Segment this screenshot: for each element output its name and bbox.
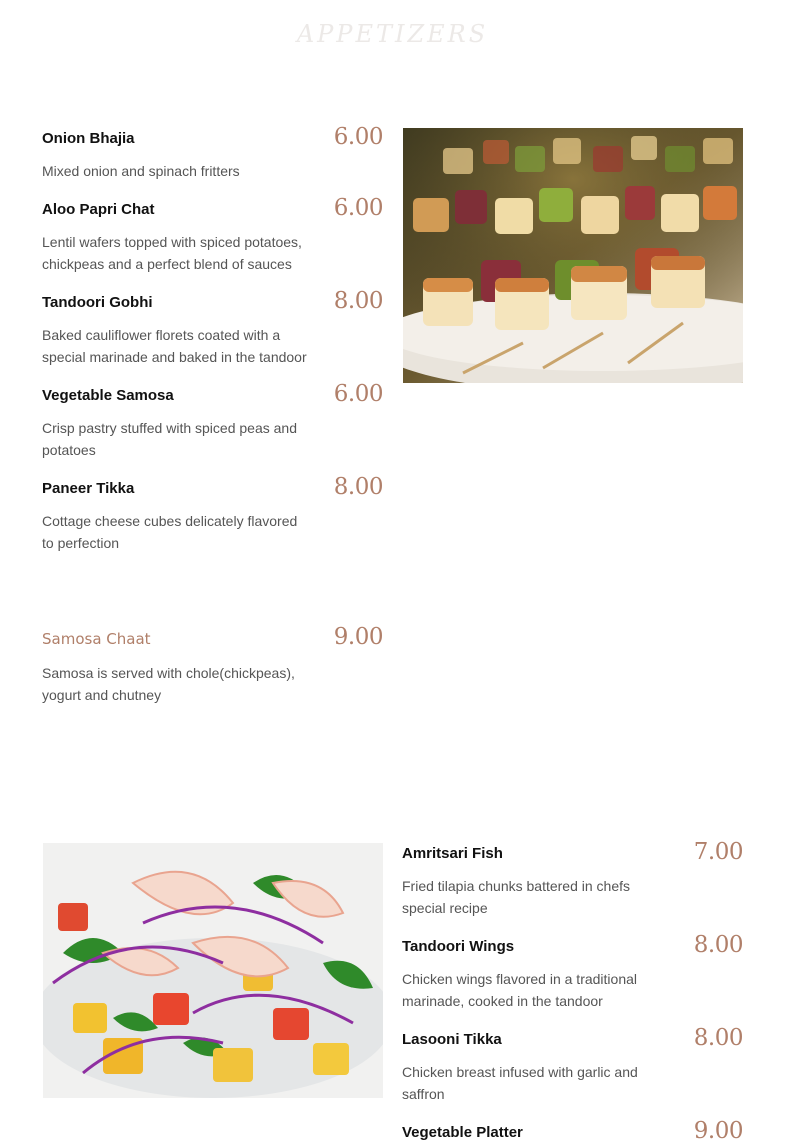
- item-description: Baked cauliflower florets coated with a special marinade and baked in the tandoor: [42, 327, 307, 365]
- menu-item-aloo-papri-chat: [42, 195, 383, 281]
- item-price: 6.00: [333, 195, 383, 221]
- item-description: Lentil wafers topped with spiced potatoes, chickpeas and a perfect blend of sauces: [42, 234, 302, 272]
- section-title: APPETIZERS: [296, 20, 489, 48]
- item-price: 8.00: [693, 1025, 743, 1051]
- shrimp-salad-icon: [43, 843, 383, 1098]
- item-price: 8.00: [333, 288, 383, 314]
- item-name: Vegetable Platter: [402, 1124, 523, 1141]
- menu-item-samosa-chaat: [42, 624, 383, 710]
- item-name: Onion Bhajia: [42, 130, 135, 147]
- item-price: 9.00: [333, 624, 383, 650]
- menu-item-tandoori-wings: [402, 932, 743, 1018]
- item-price: 9.00: [693, 1118, 743, 1144]
- item-name: Samosa Chaat: [42, 630, 151, 648]
- item-description: Chicken wings flavored in a traditional marinade, cooked in the tandoor: [402, 971, 638, 1009]
- item-price: 6.00: [333, 124, 383, 150]
- menu-item-paneer-tikka: [42, 474, 383, 560]
- paneer-skewers-image: [403, 128, 743, 383]
- item-description: Mixed onion and spinach fritters: [42, 163, 240, 179]
- shrimp-salad-image: [43, 843, 383, 1098]
- item-name: Lasooni Tikka: [402, 1031, 502, 1048]
- item-price: 8.00: [333, 474, 383, 500]
- item-description: Fried tilapia chunks battered in chefs special recipe: [402, 878, 631, 916]
- menu-item-vegetable-platter: [402, 1118, 743, 1144]
- item-price: 6.00: [333, 381, 383, 407]
- paneer-skewers-icon: [403, 128, 743, 383]
- item-description: Crisp pastry stuffed with spiced peas and potatoes: [42, 420, 297, 458]
- item-price: 7.00: [693, 839, 743, 865]
- item-description: Samosa is served with chole(chickpeas), yogurt and chutney: [42, 665, 295, 703]
- item-price: 8.00: [693, 932, 743, 958]
- menu-item-tandoori-gobhi: [42, 288, 383, 374]
- menu-item-vegetable-samosa: [42, 381, 383, 467]
- menu-item-onion-bhajia: [42, 124, 383, 190]
- menu-item-lasooni-tikka: [402, 1025, 743, 1111]
- item-name: Tandoori Gobhi: [42, 294, 153, 311]
- item-name: Vegetable Samosa: [42, 387, 174, 404]
- menu-item-amritsari-fish: [402, 839, 743, 925]
- item-description: Chicken breast infused with garlic and saffron: [402, 1064, 638, 1102]
- item-name: Aloo Papri Chat: [42, 201, 155, 218]
- item-name: Paneer Tikka: [42, 480, 135, 497]
- item-name: Amritsari Fish: [402, 845, 503, 862]
- item-name: Tandoori Wings: [402, 938, 515, 955]
- item-description: Cottage cheese cubes delicately flavored to perfection: [42, 513, 298, 551]
